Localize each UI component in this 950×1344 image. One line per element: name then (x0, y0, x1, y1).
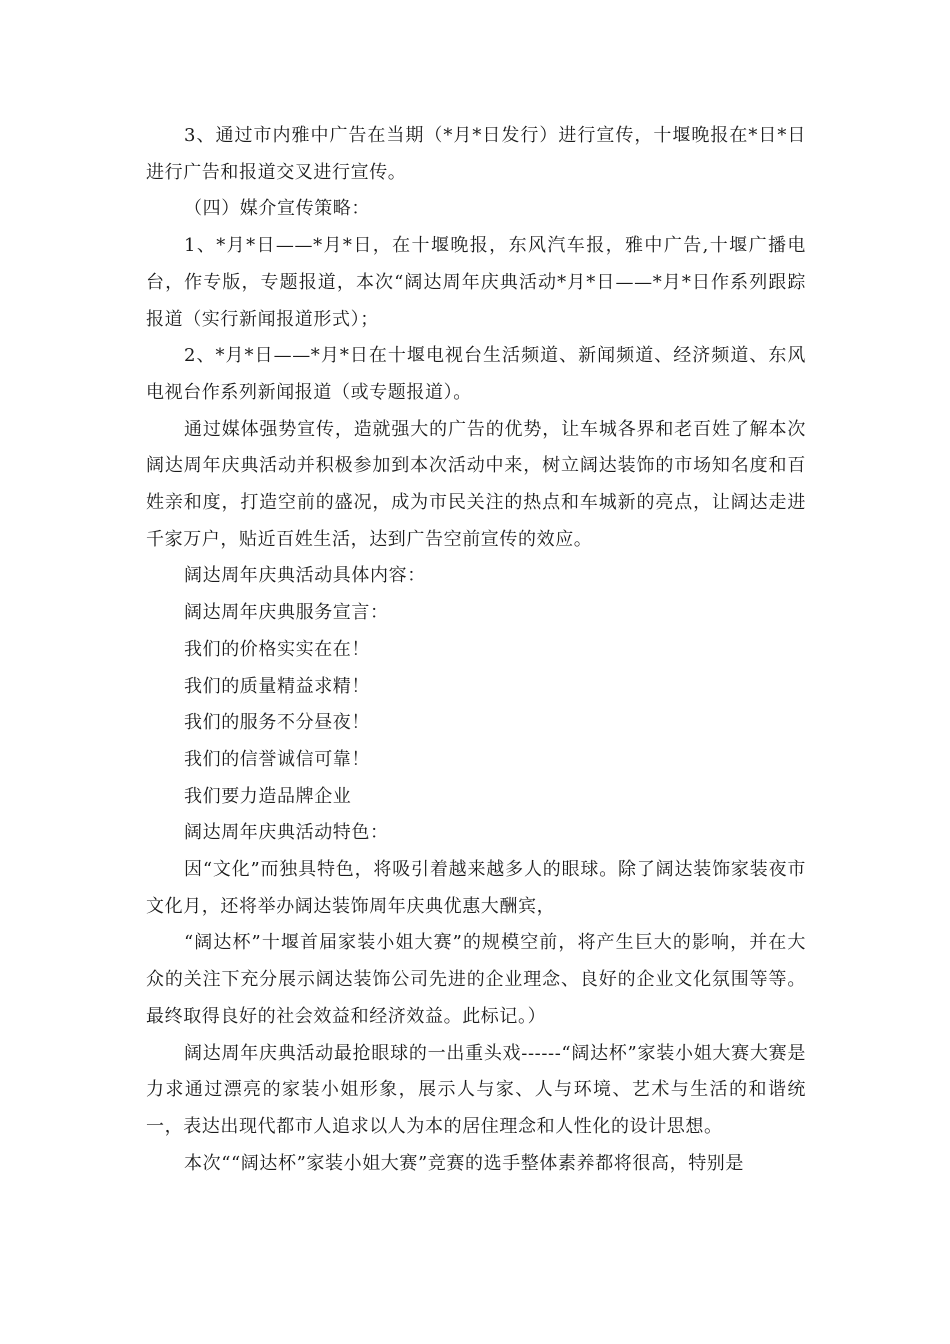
paragraph: 因“文化”而独具特色，将吸引着越来越多人的眼球。除了阔达装饰家装夜市文化月，还将举办阔达装饰周年庆典优惠大酬宾， (146, 859, 806, 917)
slogan-line: 我们要力造品牌企业 (184, 785, 352, 807)
document-body (146, 118, 806, 1182)
slogan-line: 我们的价格实实在在！ (184, 638, 370, 660)
slogan-line: 我们的质量精益求精！ (184, 675, 370, 697)
paragraph: 通过媒体强势宣传，造就强大的广告的优势，让车城各界和老百姓了解本次阔达周年庆典活动并积极参加到本次活动中来，树立阔达装饰的市场知名度和百姓亲和度，打造空前的盛况，成为市民关注的热点和车城新的亮点，让阔达走进千家万户，贴近百姓生活，达到广告空前宣传的效应。 (146, 418, 806, 550)
paragraph: 本次““阔达杯”家装小姐大赛”竞赛的选手整体素养都将很高，特别是 (184, 1152, 745, 1174)
paragraph: 2、*月*日——*月*日在十堰电视台生活频道、新闻频道、经济频道、东风电视台作系列新闻报道（或专题报道）。 (146, 345, 806, 403)
slogan-line: 我们的服务不分昼夜！ (184, 712, 370, 734)
paragraph: 阔达周年庆典活动具体内容： (184, 565, 426, 587)
paragraph: 阔达周年庆典服务宣言： (184, 602, 389, 624)
paragraph: 阔达周年庆典活动最抢眼球的一出重头戏------“阔达杯”家装小姐大赛大赛是力求通过漂亮的家装小姐形象，展示人与家、人与环境、艺术与生活的和谐统一，表达出现代都市人追求以人为本的居住理念和人性化的设计思想。 (146, 1042, 806, 1137)
paragraph: 阔达周年庆典活动特色： (184, 822, 389, 844)
slogan-line: 我们的信誉诚信可靠！ (184, 748, 370, 770)
paragraph: “阔达杯”十堰首届家装小姐大赛”的规模空前，将产生巨大的影响，并在大众的关注下充分展示阔达装饰公司先进的企业理念、良好的企业文化氛围等等。最终取得良好的社会效益和经济效益。此标记。） (146, 932, 806, 1027)
paragraph: 3、通过市内雅中广告在当期（*月*日发行）进行宣传，十堰晚报在*日*日进行广告和报道交叉进行宣传。 (146, 125, 806, 183)
section-heading: （四）媒介宣传策略： (184, 198, 370, 220)
paragraph: 1、*月*日——*月*日，在十堰晚报，东风汽车报，雅中广告,十堰广播电台，作专版，专题报道，本次“阔达周年庆典活动*月*日——*月*日作系列跟踪报道（实行新闻报道形式）； (146, 235, 806, 330)
